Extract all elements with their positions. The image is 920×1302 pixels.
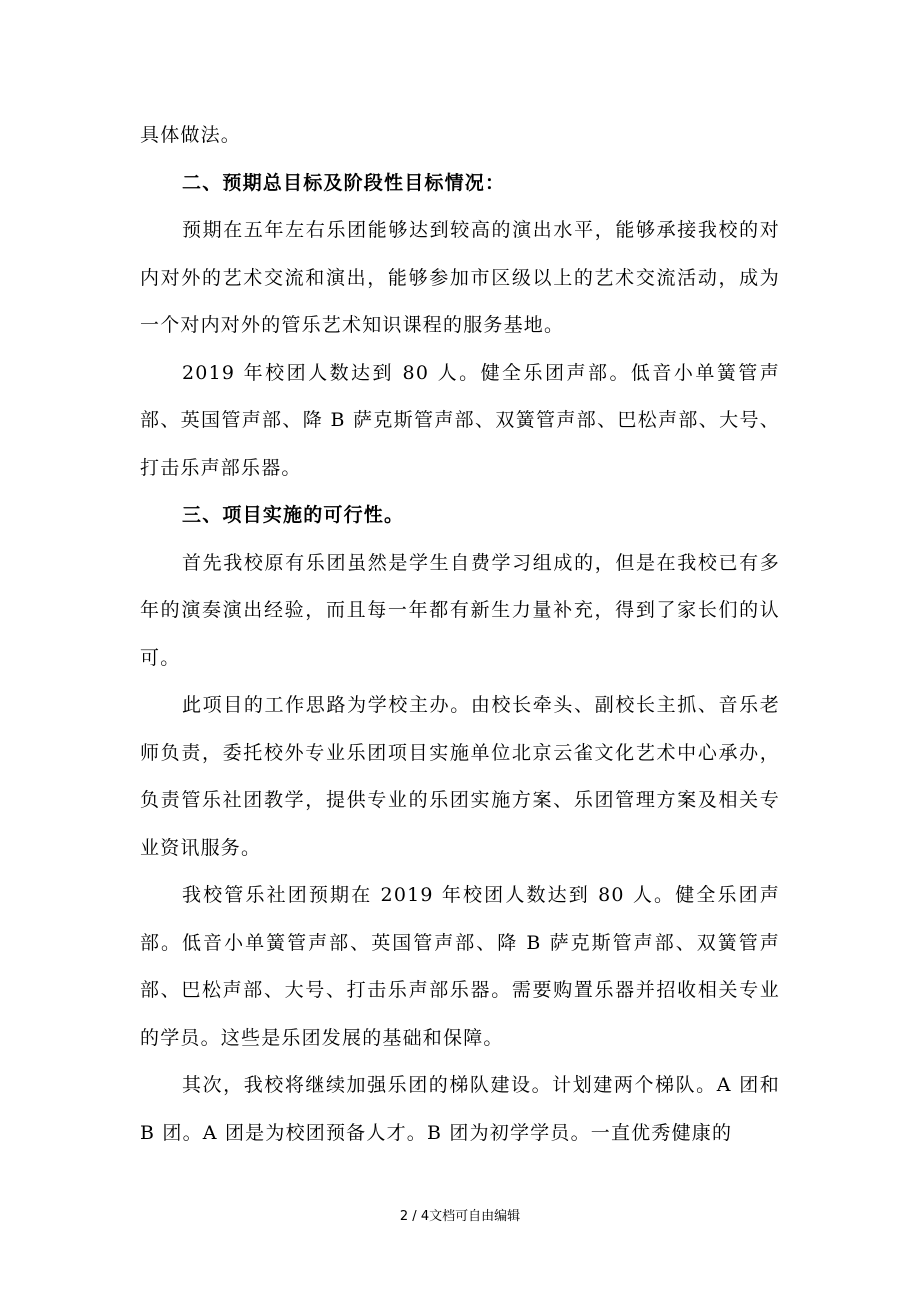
- paragraph-goals: 预期在五年左右乐团能够达到较高的演出水平，能够承接我校的对内对外的艺术交流和演出，能够参加市区级以上的艺术交流活动，成为一个对内对外的管乐艺术知识课程的服务基地。: [140, 219, 780, 336]
- section-heading-3: 三、项目实施的可行性。: [182, 504, 405, 526]
- paragraph-band-plan: 我校管乐社团预期在 2019 年校团人数达到 80 人。健全乐团声部。低音小单簧管声部、英国管声部、降 B 萨克斯管声部、双簧管声部、巴松声部、大号、打击乐声部乐器。需要购置乐器并招收相关专业的学员。这些是乐团发展的基础和保障。: [140, 884, 780, 1049]
- paragraph-feasibility-first: 首先我校原有乐团虽然是学生自费学习组成的，但是在我校已有多年的演奏演出经验，而且每一年都有新生力量补充，得到了家长们的认可。: [140, 551, 780, 669]
- page-footer: 2 / 4文档可自由编辑: [399, 1209, 521, 1224]
- paragraph-echelon: 其次，我校将继续加强乐团的梯队建设。计划建两个梯队。A 团和 B 团。A 团是为校团预备人才。B 团为初学学员。一直优秀健康的: [140, 1074, 780, 1144]
- document-body: [140, 112, 780, 1157]
- paragraph-work-approach: 此项目的工作思路为学校主办。由校长牵头、副校长主抓、音乐老师负责，委托校外专业乐团项目实施单位北京云雀文化艺术中心承办，负责管乐社团教学，提供专业的乐团实施方案、乐团管理方案及相关专业资讯服务。: [140, 694, 780, 859]
- paragraph-1: 具体做法。: [140, 124, 242, 146]
- paragraph-2019-target: 2019 年校团人数达到 80 人。健全乐团声部。低音小单簧管声部、英国管声部、降 B 萨克斯管声部、双簧管声部、巴松声部、大号、打击乐声部乐器。: [140, 361, 780, 479]
- section-heading-2: 二、预期总目标及阶段性目标情况：: [182, 171, 506, 194]
